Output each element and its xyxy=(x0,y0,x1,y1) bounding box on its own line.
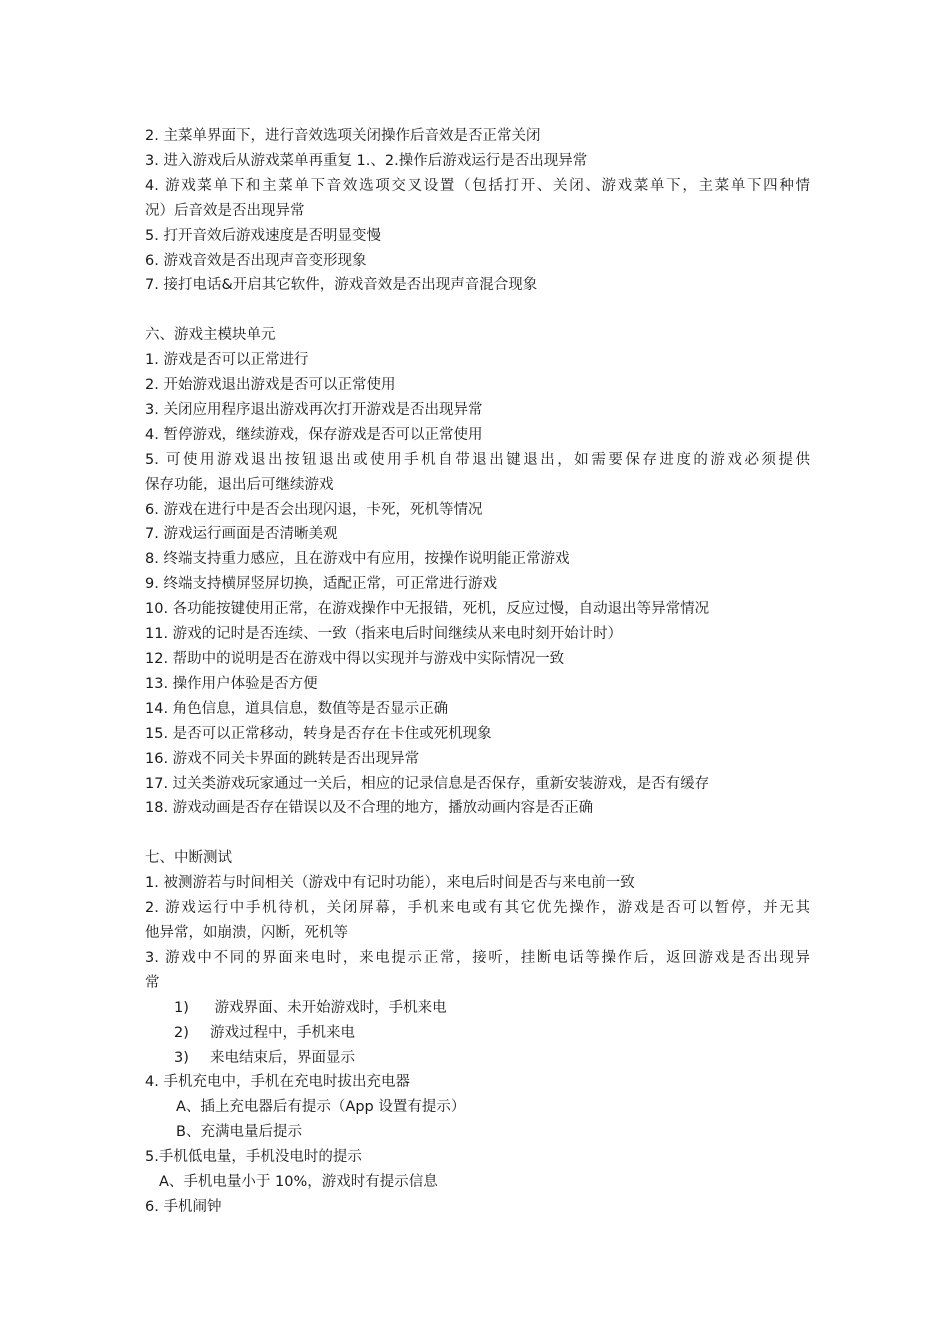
list-item: 6. 游戏音效是否出现声音变形现象 xyxy=(145,252,367,269)
list-item: 7. 游戏运行画面是否清晰美观 xyxy=(145,526,338,543)
sub-item-number: 3) xyxy=(174,1049,189,1066)
list-item: 3. 游戏中不同的界面来电时，来电提示正常，接听，挂断电话等操作后，返回游戏是否出现异 xyxy=(145,949,810,966)
list-item: 13. 操作用户体验是否方便 xyxy=(145,675,318,692)
list-item: 4. 暂停游戏，继续游戏，保存游戏是否可以正常使用 xyxy=(145,426,483,443)
list-item: 10. 各功能按键使用正常，在游戏操作中无报错，死机，反应过慢，自动退出等异常情况 xyxy=(145,601,710,618)
list-item: 7. 接打电话&开启其它软件，游戏音效是否出现声音混合现象 xyxy=(145,277,538,294)
list-item-continuation: 保存功能，退出后可继续游戏 xyxy=(145,476,334,493)
list-item: 4. 游戏菜单下和主菜单下音效选项交叉设置（包括打开、关闭、游戏菜单下，主菜单下四种情 xyxy=(145,177,810,194)
sub-item-number: 2) xyxy=(174,1024,189,1041)
list-item: 5. 可使用游戏退出按钮退出或使用手机自带退出键退出，如需要保存进度的游戏必须提供 xyxy=(145,451,810,468)
list-item: 3. 进入游戏后从游戏菜单再重复 1.、2.操作后游戏运行是否出现异常 xyxy=(145,152,588,169)
list-item: 18. 游戏动画是否存在错误以及不合理的地方，播放动画内容是否正确 xyxy=(145,800,594,817)
section-6 xyxy=(145,323,810,821)
list-item: 4. 手机充电中，手机在充电时拔出充电器 xyxy=(145,1074,410,1091)
list-item: 14. 角色信息，道具信息，数值等是否显示正确 xyxy=(145,700,449,717)
list-item-continuation: 他异常，如崩溃，闪断，死机等 xyxy=(145,924,348,941)
sub-item-text: 游戏界面、未开始游戏时，手机来电 xyxy=(210,999,447,1016)
sub-list-item: B、充满电量后提示 xyxy=(176,1124,302,1141)
blank-line xyxy=(145,821,810,846)
section-7 xyxy=(145,846,810,1220)
section-heading: 七、中断测试 xyxy=(145,850,232,867)
sub-item-text: 来电结束后，界面显示 xyxy=(210,1049,355,1066)
list-item: 3. 关闭应用程序退出游戏再次打开游戏是否出现异常 xyxy=(145,401,483,418)
list-item-continuation: 况）后音效是否出现异常 xyxy=(145,202,305,219)
list-item: 17. 过关类游戏玩家通过一关后，相应的记录信息是否保存，重新安装游戏，是否有缓存 xyxy=(145,775,710,792)
list-item: 15. 是否可以正常移动，转身是否存在卡住或死机现象 xyxy=(145,725,492,742)
sub-item-number: 1) xyxy=(174,999,189,1016)
list-item: 11. 游戏的记时是否连续、一致（指来电后时间继续从来电时刻开始计时） xyxy=(145,626,623,643)
list-item: 16. 游戏不同关卡界面的跳转是否出现异常 xyxy=(145,750,420,767)
list-item: 8. 终端支持重力感应，且在游戏中有应用，按操作说明能正常游戏 xyxy=(145,551,570,568)
sub-list-item xyxy=(145,1046,810,1071)
list-item: 1. 游戏是否可以正常进行 xyxy=(145,352,309,369)
list-item: 1. 被测游若与时间相关（游戏中有记时功能），来电后时间是否与来电前一致 xyxy=(145,875,635,892)
blank-line xyxy=(145,298,810,323)
section-heading: 六、游戏主模块单元 xyxy=(145,327,276,344)
list-item: 6. 手机闹钟 xyxy=(145,1198,222,1215)
list-item: 5.手机低电量，手机没电时的提示 xyxy=(145,1149,362,1166)
sub-list-item: A、插上充电器后有提示（App 设置有提示） xyxy=(176,1099,466,1116)
document-page xyxy=(145,124,810,1220)
list-item: 2. 主菜单界面下，进行音效选项关闭操作后音效是否正常关闭 xyxy=(145,128,541,144)
sub-list-item xyxy=(145,996,810,1021)
list-item: 6. 游戏在进行中是否会出现闪退，卡死，死机等情况 xyxy=(145,501,483,518)
sub-list-item xyxy=(145,1021,810,1046)
list-item: 12. 帮助中的说明是否在游戏中得以实现并与游戏中实际情况一致 xyxy=(145,651,565,668)
sub-list-item: A、手机电量小于 10%，游戏时有提示信息 xyxy=(159,1174,438,1191)
section-5-list xyxy=(145,124,810,298)
list-item-continuation: 常 xyxy=(145,974,160,991)
sub-item-text: 游戏过程中，手机来电 xyxy=(210,1024,355,1041)
list-item: 5. 打开音效后游戏速度是否明显变慢 xyxy=(145,227,381,244)
list-item: 2. 游戏运行中手机待机，关闭屏幕，手机来电或有其它优先操作，游戏是否可以暂停，并无其 xyxy=(145,900,810,917)
list-item: 9. 终端支持横屏竖屏切换，适配正常，可正常进行游戏 xyxy=(145,576,497,593)
list-item: 2. 开始游戏退出游戏是否可以正常使用 xyxy=(145,377,396,394)
